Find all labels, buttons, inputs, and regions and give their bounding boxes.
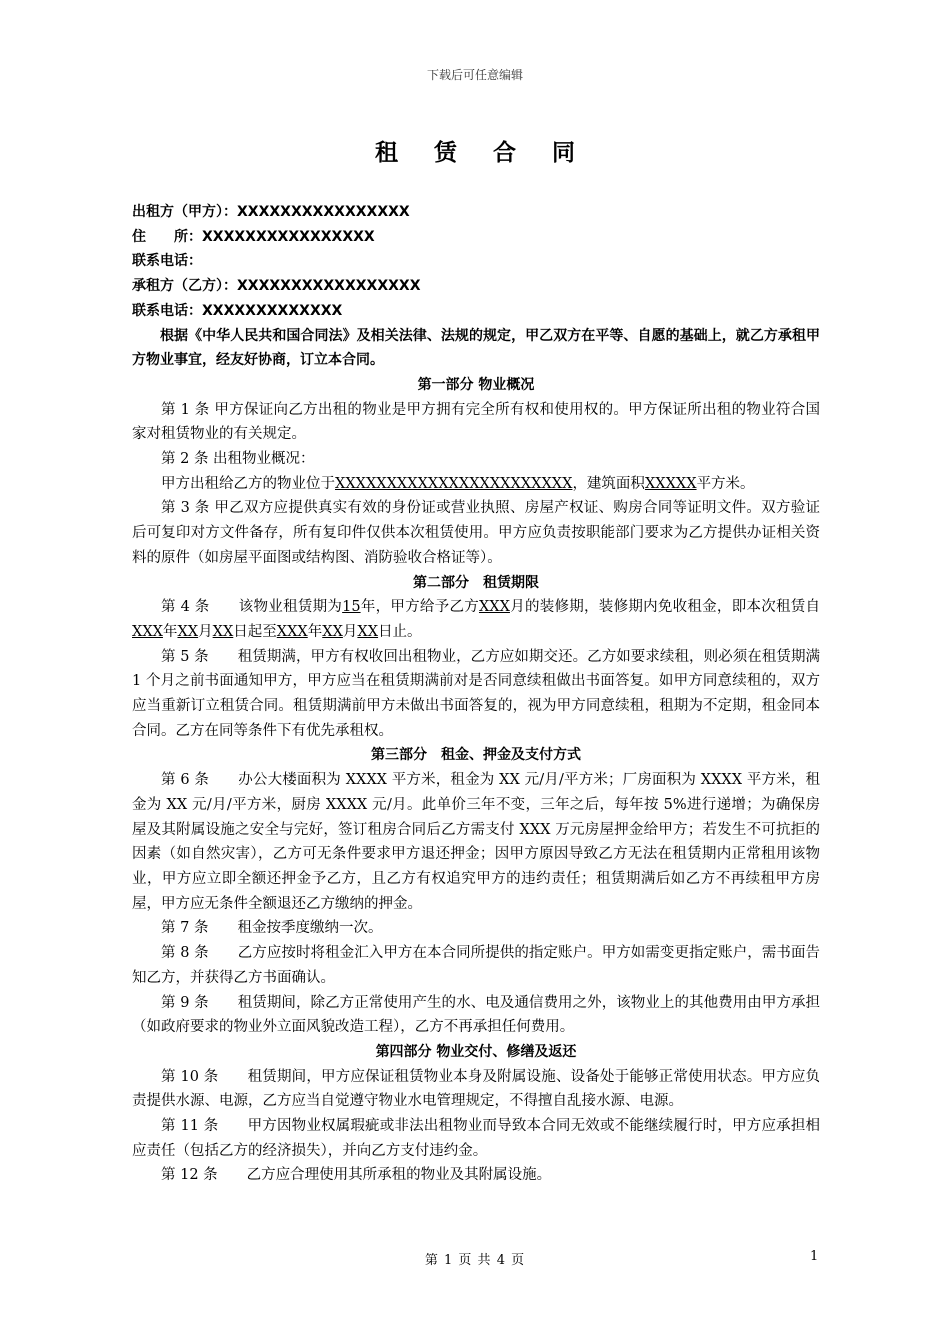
article-text: 乙方应按时将租金汇入甲方在本合同所提供的指定账户。甲方如需变更指定账户，需书面告知乙方，并获得乙方书面确认。	[132, 945, 820, 986]
lessee-value: XXXXXXXXXXXXXXXXX	[237, 278, 421, 295]
article-text: 乙方应合理使用其所承租的物业及其附属设施。	[246, 1167, 552, 1184]
section-3-heading: 第三部分 租金、押金及支付方式	[371, 747, 581, 764]
intro-paragraph: 根据《中华人民共和国合同法》及相关法律、法规的规定，甲乙双方在平等、自愿的基础上，就乙方承租甲方物业事宜，经友好协商，订立本合同。	[132, 327, 820, 369]
address-value: XXXXXXXXXXXXXXXX	[202, 228, 375, 245]
lessor-value: XXXXXXXXXXXXXXXX	[237, 204, 410, 220]
phone2-line	[132, 299, 820, 324]
lease-years: 15	[342, 599, 361, 616]
renovation-months: XXX	[478, 599, 510, 616]
article-8	[132, 941, 820, 990]
article-text: 日起至	[233, 623, 277, 640]
contract-body	[132, 200, 820, 1188]
article-3: 第 3 条 甲乙双方应提供真实有效的身份证或营业执照、房屋产权证、购房合同等证明文件。双方验证后可复印对方文件备存，所有复印件仅供本次租赁使用。甲方应负责按职能部门要求为乙方提供办证相关资料的原件（如房屋平面图或结构图、消防验收合格证等）。	[132, 500, 820, 566]
article-2-text: 甲方出租给乙方的物业位于	[161, 475, 335, 492]
article-text: 月	[198, 623, 213, 640]
header-note: 下载后可任意编辑	[426, 68, 523, 82]
article-7	[132, 916, 820, 941]
article-number: 第 8 条	[161, 945, 209, 962]
end-day: XX	[357, 623, 379, 640]
article-11	[132, 1114, 820, 1163]
section-1-heading: 第一部分 物业概况	[417, 376, 535, 393]
start-month: XX	[177, 623, 199, 640]
page-number: 1	[810, 1249, 819, 1264]
start-day: XX	[212, 623, 234, 640]
article-2-text: ，建筑面积	[572, 475, 645, 492]
article-number: 第 7 条	[161, 920, 209, 937]
end-month: XX	[322, 623, 343, 640]
address-label: 住 所：	[132, 228, 202, 245]
article-10	[132, 1065, 820, 1114]
article-number: 第 6 条	[161, 772, 210, 789]
article-number: 第 12 条	[161, 1167, 218, 1184]
end-year: XXX	[276, 623, 308, 640]
article-9	[132, 991, 820, 1040]
article-2-text: 平方米。	[696, 475, 755, 492]
article-text: 月	[342, 623, 358, 640]
section-4-heading: 第四部分 物业交付、修缮及返还	[375, 1043, 577, 1060]
article-text: 年	[307, 623, 323, 640]
document-title: 租 赁 合 同	[374, 140, 590, 166]
lessee-label: 承租方（乙方）：	[132, 278, 237, 295]
property-location: XXXXXXXXXXXXXXXXXXXXXXX	[335, 475, 573, 492]
article-2: 第 2 条 出租物业概况：	[161, 451, 315, 468]
article-text: 办公大楼面积为 XXXX 平方米，租金为 XX 元/月/平方米；厂房面积为 XXXX 平方米，租金为 XX 元/月/平方米，厨房 XXXX 元/月。此单价三年不变，三年之后，每年按 5%进行递增；为确保房屋及其附属设施之安全与完好，签订租房合同后乙方需支付 XXX 万元房屋押金给甲方；若发生不可抗拒的因素（如自然灾害），乙方可无条件要求甲方退还押金；因甲方原因导致乙方无法在租赁期内正常租用该物业，甲方应立即全额还押金予乙方，且乙方有权追究甲方的违约责任；租赁期满后如乙方不再续租甲方房屋，甲方应无条件全额退还乙方缴纳的押金。	[132, 772, 820, 912]
article-text: 租赁期间，除乙方正常使用产生的水、电及通信费用之外，该物业上的其他费用由甲方承担（如政府要求的物业外立面风貌改造工程），乙方不再承担任何费用。	[132, 994, 820, 1036]
phone2-value: XXXXXXXXXXXXX	[202, 302, 343, 319]
article-number: 第 10 条	[161, 1068, 219, 1085]
article-number: 第 5 条	[161, 648, 209, 665]
article-text: 年	[162, 623, 178, 640]
section-2-heading: 第二部分 租赁期限	[413, 574, 539, 591]
article-number: 第 11 条	[161, 1118, 219, 1135]
article-text: 月的装修期，装修期内免收租金，即本次租赁自	[509, 599, 821, 616]
article-number: 第 9 条	[161, 994, 209, 1011]
article-text: 日止。	[378, 623, 422, 640]
article-text: 年，甲方给予乙方	[360, 599, 479, 616]
phone2-label: 联系电话：	[132, 302, 202, 319]
article-5	[132, 645, 820, 744]
article-text: 租赁期满，甲方有权收回出租物业，乙方应如期交还。乙方如要求续租，则必须在租赁期满 1 个月之前书面通知甲方，甲方应当在租赁期满前对是否同意续租做出书面答复。如甲方同意续租的，双方应当重新订立租赁合同。租赁期满前甲方未做出书面答复的，视为甲方同意续租，租期为不定期，租金同本合同。乙方在同等条件下有优先承租权。	[132, 648, 820, 739]
article-6	[132, 768, 820, 916]
building-area: XXXXX	[644, 475, 697, 492]
article-number: 第 4 条	[161, 599, 210, 616]
article-2-detail	[132, 472, 820, 497]
phone1-line	[132, 249, 820, 274]
start-year: XXX	[132, 623, 163, 640]
lessor-line	[132, 200, 820, 225]
address-line	[132, 225, 820, 250]
article-1: 第 1 条 甲方保证向乙方出租的物业是甲方拥有完全所有权和使用权的。甲方保证所出租的物业符合国家对租赁物业的有关规定。	[132, 401, 820, 443]
article-text: 租赁期间，甲方应保证租赁物业本身及附属设施、设备处于能够正常使用状态。甲方应负责提供水源、电源，乙方应当自觉遵守物业水电管理规定，不得擅自乱接水源、电源。	[132, 1068, 821, 1110]
phone1-label: 联系电话：	[132, 253, 202, 270]
article-text: 甲方因物业权属瑕疵或非法出租物业而导致本合同无效或不能继续履行时，甲方应承担相应责任（包括乙方的经济损失），并向乙方支付违约金。	[132, 1118, 821, 1159]
lessor-label: 出租方（甲方）：	[132, 204, 237, 220]
article-12	[132, 1163, 820, 1188]
article-text: 该物业租赁期为	[238, 599, 343, 616]
article-text: 租金按季度缴纳一次。	[237, 920, 383, 937]
lessee-line	[132, 274, 820, 299]
article-4	[132, 595, 820, 644]
page-indicator: 第 1 页 共 4 页	[424, 1253, 526, 1268]
